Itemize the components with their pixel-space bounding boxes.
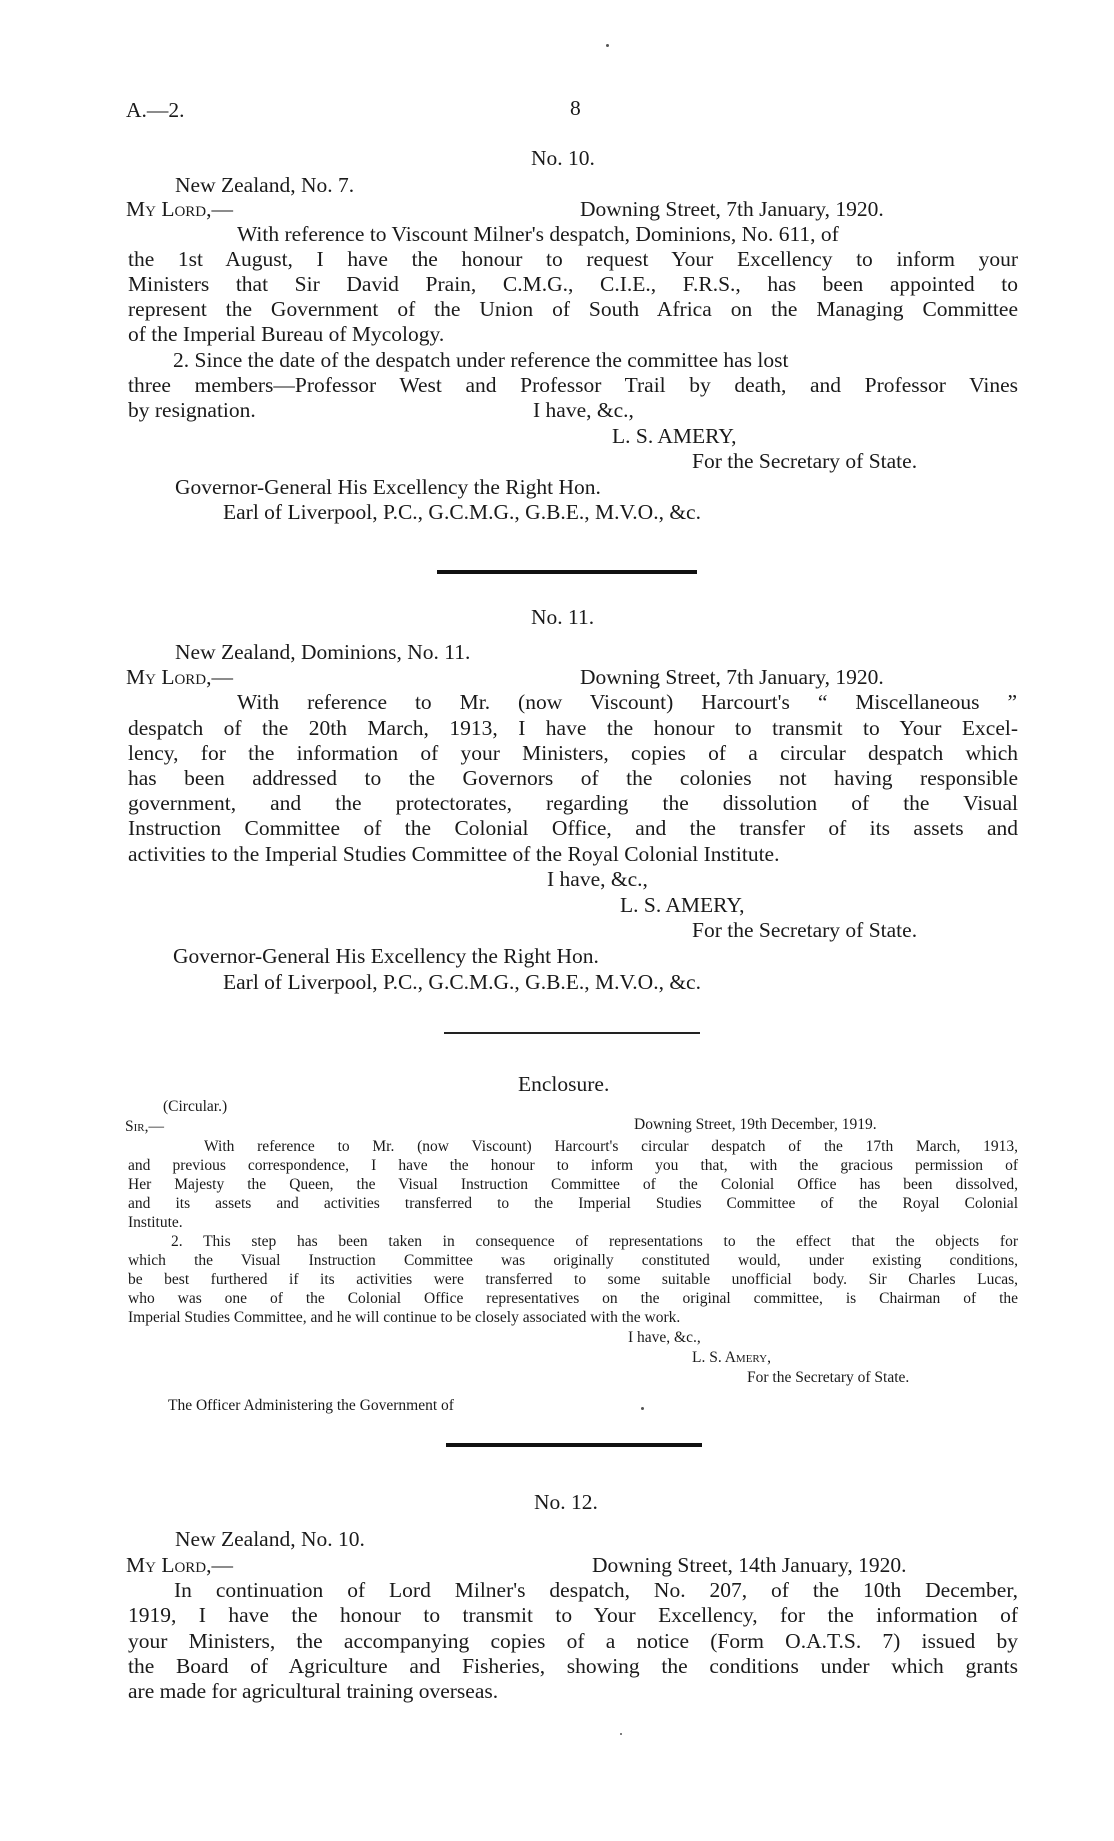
body-line: With reference to Mr. (now Viscount) Harcourt's circular despatch of the 17th March, 1913, xyxy=(204,1138,1018,1155)
dispatch-reference: New Zealand, No. 7. xyxy=(175,173,355,197)
place-date: Downing Street, 19th December, 1919. xyxy=(634,1116,877,1133)
body-line: Her Majesty the Queen, the Visual Instruction Committee of the Colonial Office has been dissolved, xyxy=(128,1176,1018,1193)
body-line: the Board of Agriculture and Fisheries, showing the conditions under which grants xyxy=(128,1654,1018,1678)
body-line: be best furthered if its activities were transferred to some suitable unofficial body. Sir Charles Lucas, xyxy=(128,1271,1018,1288)
salutation: My Lord,— xyxy=(126,197,234,221)
body-line: Institute. xyxy=(128,1214,183,1231)
signature-text: L. S. Amery, xyxy=(692,1349,771,1366)
closing: I have, &c., xyxy=(533,398,634,422)
dispatch-reference: New Zealand, No. 10. xyxy=(175,1527,365,1551)
body-line: represent the Government of the Union of South Africa on the Managing Committee xyxy=(128,297,1018,321)
body-line: In continuation of Lord Milner's despatch, No. 207, of the 10th December, xyxy=(174,1578,1018,1602)
body-line: are made for agricultural training overseas. xyxy=(128,1679,499,1703)
place-date: Downing Street, 7th January, 1920. xyxy=(580,665,884,689)
section-divider xyxy=(444,1032,700,1034)
body-line: and its assets and activities transferred to the Imperial Studies Committee of the Royal Colonial xyxy=(128,1195,1018,1212)
speck-mark xyxy=(620,1733,622,1735)
body-line: and previous correspondence, I have the honour to inform you that, with the gracious permission of xyxy=(128,1157,1018,1174)
body-line: With reference to Viscount Milner's despatch, Dominions, No. 611, of xyxy=(237,222,839,246)
signature-title: For the Secretary of State. xyxy=(747,1369,910,1386)
salutation: My Lord,— xyxy=(126,665,234,689)
body-line: Imperial Studies Committee, and he will continue to be closely associated with the work. xyxy=(128,1309,681,1326)
closing: I have, &c., xyxy=(547,867,648,891)
body-line: has been addressed to the Governors of the colonies not having responsible xyxy=(128,766,1018,790)
signature xyxy=(692,1349,771,1367)
signature: L. S. AMERY, xyxy=(620,893,745,917)
letter-number: No. 11. xyxy=(531,605,595,629)
section-divider xyxy=(446,1443,702,1447)
body-line: by resignation. xyxy=(128,398,256,422)
body-line: who was one of the Colonial Office representatives on the original committee, is Chairman of the xyxy=(128,1290,1018,1307)
body-line: government, and the protectorates, regarding the dissolution of the Visual xyxy=(128,791,1018,815)
signature-title: For the Secretary of State. xyxy=(692,449,918,473)
body-line: three members—Professor West and Professor Trail by death, and Professor Vines xyxy=(128,373,1018,397)
addressee-line: Governor-General His Excellency the Right Hon. xyxy=(173,944,599,968)
section-divider xyxy=(437,570,697,574)
body-line: 2. Since the date of the despatch under reference the committee has lost xyxy=(173,348,789,372)
closing: I have, &c., xyxy=(628,1329,701,1346)
addressee-line: Earl of Liverpool, P.C., G.C.M.G., G.B.E., M.V.O., &c. xyxy=(223,500,701,524)
place-date: Downing Street, 14th January, 1920. xyxy=(592,1553,907,1577)
body-line: 1919, I have the honour to transmit to Your Excellency, for the information of xyxy=(128,1603,1018,1627)
circular-label: (Circular.) xyxy=(163,1098,228,1115)
addressee-line: The Officer Administering the Government of xyxy=(168,1397,454,1414)
body-line: activities to the Imperial Studies Committee of the Royal Colonial Institute. xyxy=(128,842,780,866)
addressee-line: Earl of Liverpool, P.C., G.C.M.G., G.B.E., M.V.O., &c. xyxy=(223,970,701,994)
enclosure-heading: Enclosure. xyxy=(518,1072,610,1096)
salutation: Sir,— xyxy=(125,1118,164,1135)
body-line: With reference to Mr. (now Viscount) Harcourt's “ Miscellaneous ” xyxy=(237,690,1017,714)
body-line: your Ministers, the accompanying copies of a notice (Form O.A.T.S. 7) issued by xyxy=(128,1629,1018,1653)
body-line: of the Imperial Bureau of Mycology. xyxy=(128,322,445,346)
letter-number: No. 12. xyxy=(534,1490,598,1514)
body-line: which the Visual Instruction Committee was originally constituted would, under existing conditions, xyxy=(128,1252,1018,1269)
speck-mark xyxy=(606,44,609,47)
body-line: lency, for the information of your Ministers, copies of a circular despatch which xyxy=(128,741,1018,765)
salutation: My Lord,— xyxy=(126,1553,234,1577)
body-line: Instruction Committee of the Colonial Office, and the transfer of its assets and xyxy=(128,816,1018,840)
body-line: the 1st August, I have the honour to request Your Excellency to inform your xyxy=(128,247,1018,271)
signature: L. S. AMERY, xyxy=(612,424,737,448)
body-line: 2. This step has been taken in consequence of representations to the effect that the objects for xyxy=(171,1233,1018,1250)
body-line: despatch of the 20th March, 1913, I have the honour to transmit to Your Excel- xyxy=(128,716,1018,740)
dispatch-reference: New Zealand, Dominions, No. 11. xyxy=(175,640,471,664)
place-date: Downing Street, 7th January, 1920. xyxy=(580,197,884,221)
addressee-line: Governor-General His Excellency the Right Hon. xyxy=(175,475,601,499)
page-number: 8 xyxy=(570,96,581,120)
blank-placeholder-dot xyxy=(641,1407,644,1410)
document-reference: A.—2. xyxy=(126,98,185,122)
signature-title: For the Secretary of State. xyxy=(692,918,918,942)
body-line: Ministers that Sir David Prain, C.M.G., C.I.E., F.R.S., has been appointed to xyxy=(128,272,1018,296)
letter-number: No. 10. xyxy=(531,146,595,170)
